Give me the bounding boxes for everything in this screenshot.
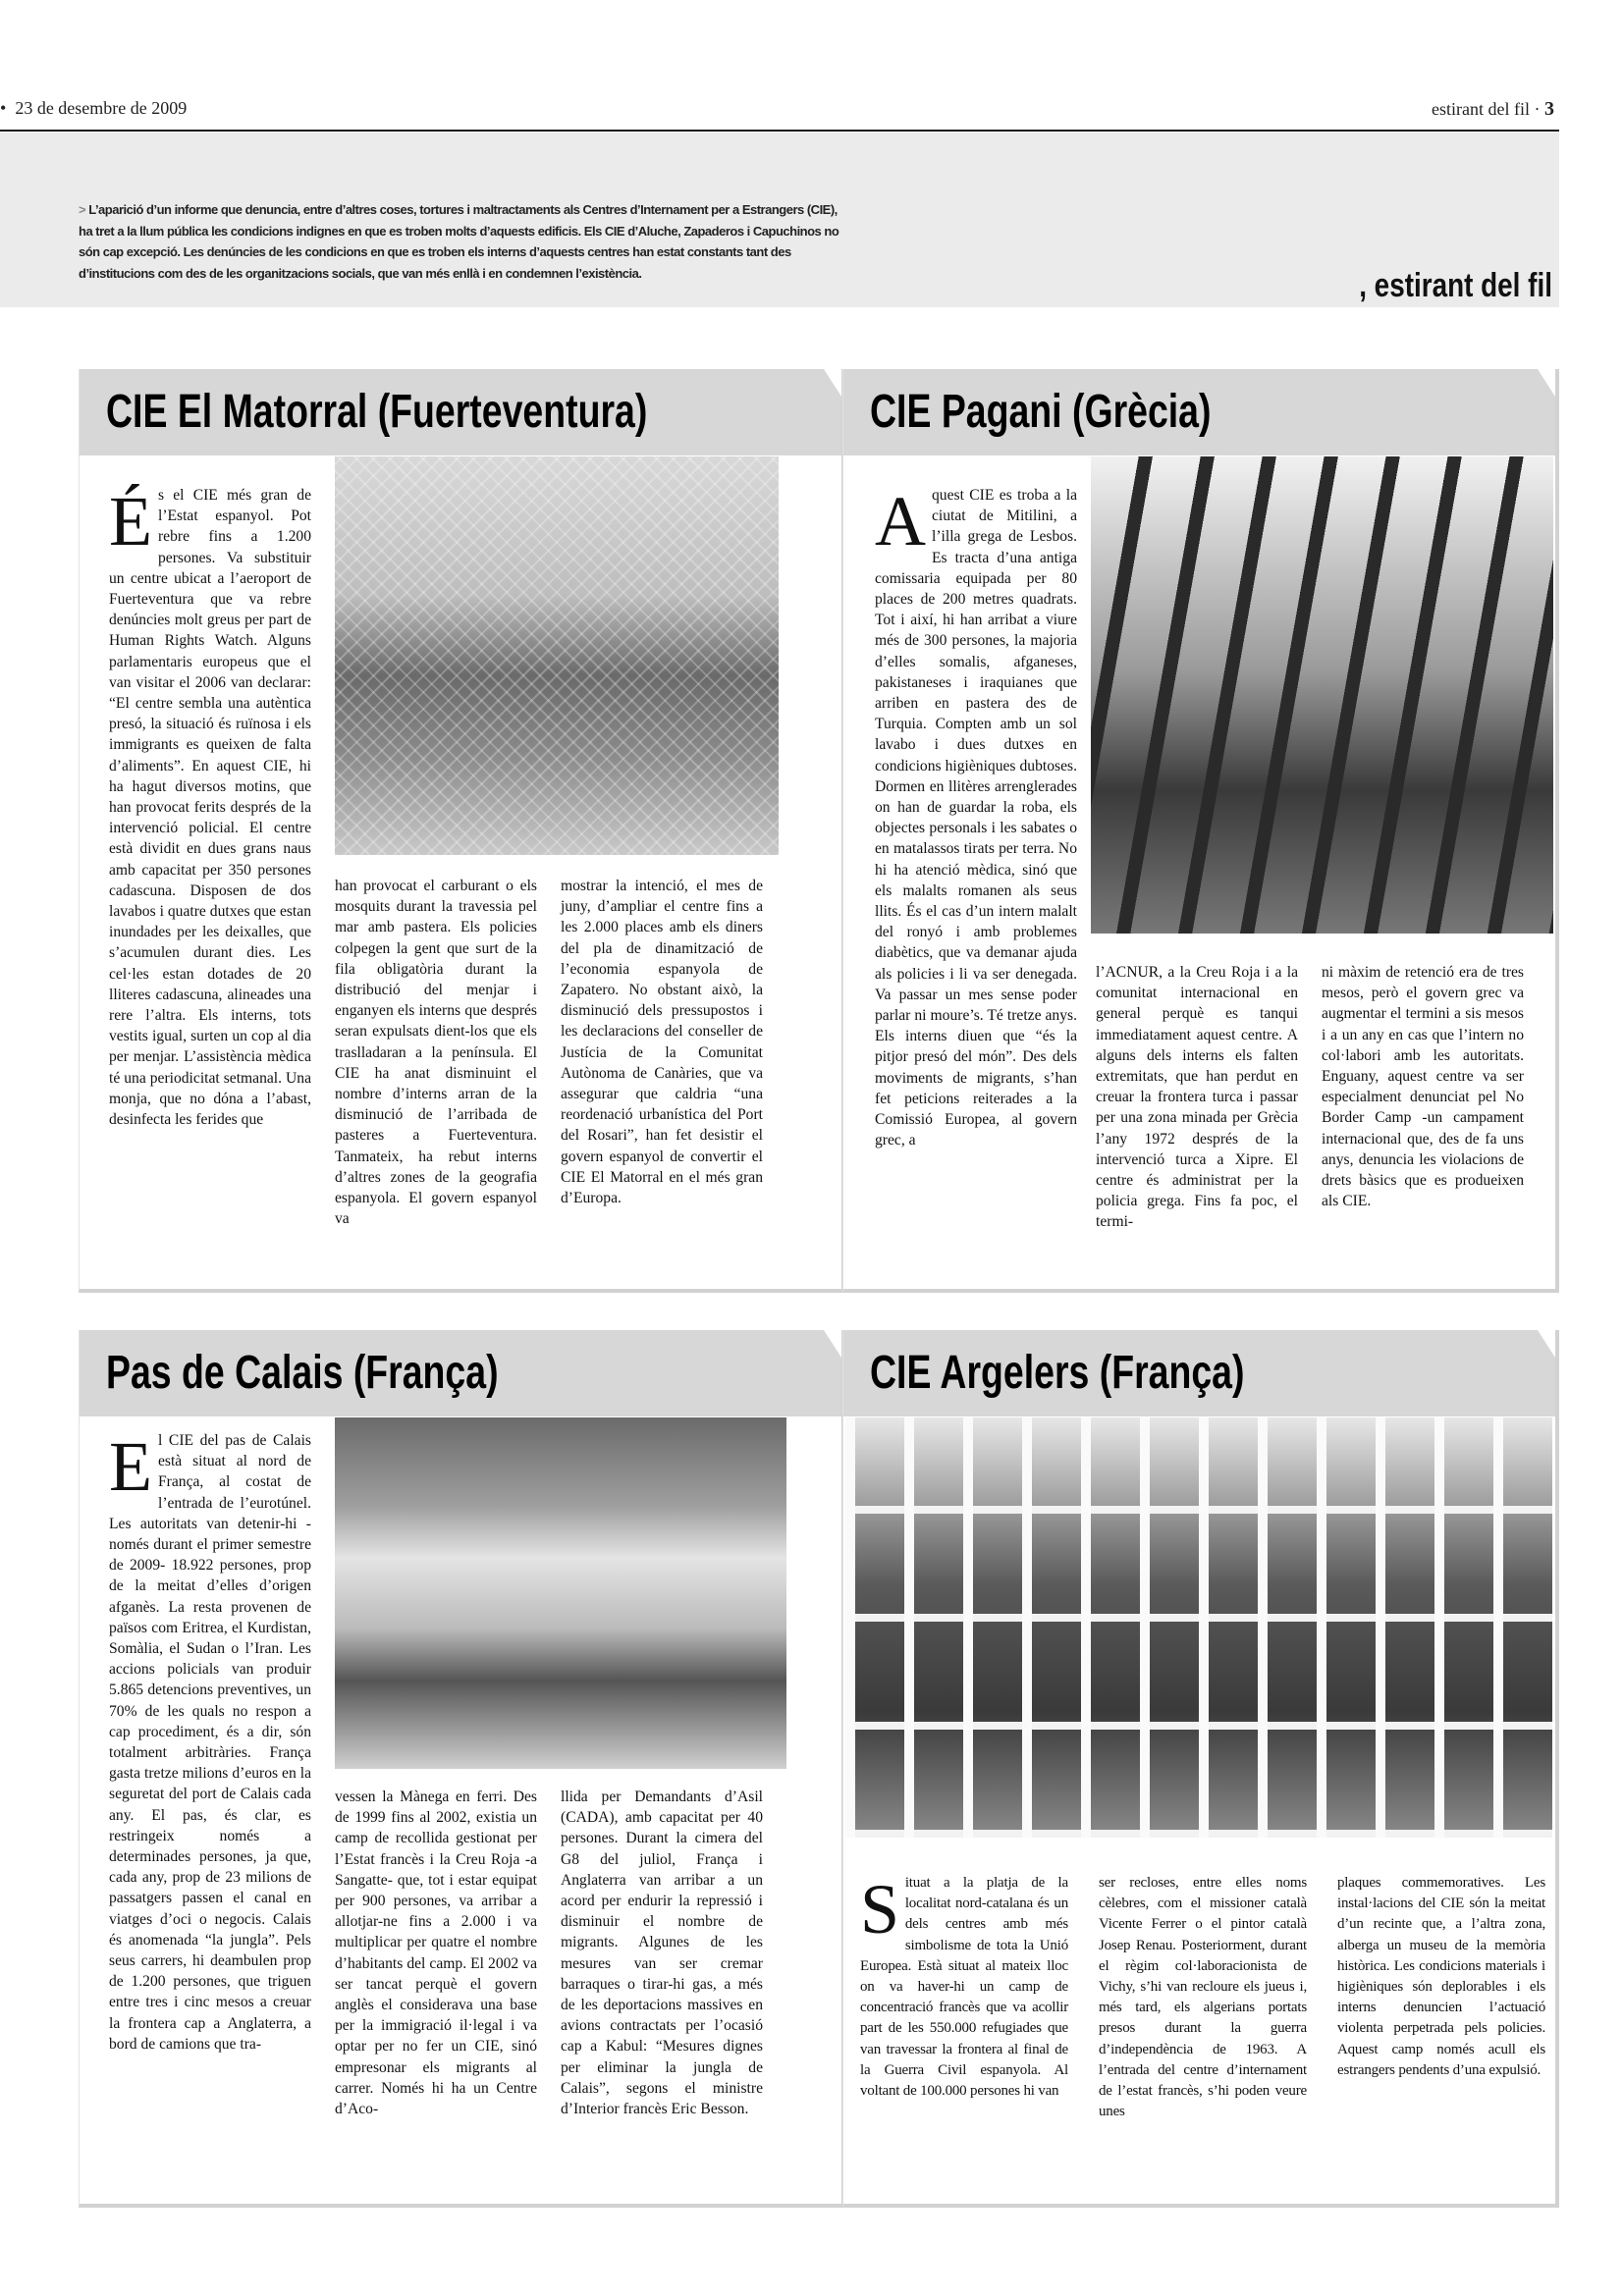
- article-argelers: [842, 1330, 1559, 2208]
- section-kicker: , estirant del fil: [1359, 267, 1552, 304]
- intro-text: [79, 199, 849, 284]
- page-number: 3: [1544, 98, 1554, 120]
- article-column-2: l’ACNUR, a la Creu Roja i a la comunitat internacional en general perquè es tanqui immediatament aquest centre. A alguns dels interns els falten extremitats, que han perdut en creuar la frontera turca i passar per una zona minada per Grècia l’any 1972 després de la intervenció turca a Xipre. El centre és administrat per la policia grega. Fins fa poc, el termi-: [1096, 964, 1298, 1231]
- column-text: s el CIE més gran de l’Estat espanyol. Pot rebre fins a 1.200 persones. Va substituir un centre ubicat a l’aeroport de Fuerteventura que va rebre denúncies molt greus per part de Human Rights Watch. Alguns parlamentaris europeus que el van visitar el 2006 van declarar: “El centre sembla una autèntica presó, la situació és ruïnosa i els immigrants es queixen de falta d’aliments”. En aquest CIE, hi ha hagut diversos motins, que han provocat ferits després de la intervenció policial. El centre està dividit en dues grans naus amb capacitat per 350 persones cadascuna. Disposen de dos lavabos i quatre dutxes que estan inundades per les deixalles, que s’acumulen durant dies. Les cel·les estan dotades de 20 lliteres cadascuna, alineades una rere l’altra. Els interns, tots vestits igual, surten un cop al dia per menjar. L’assistència mèdica té una periodicitat setmanal. Una monja, que no dóna a l’abast, desinfecta les ferides que: [109, 487, 311, 1129]
- article-column-1: [875, 482, 1077, 1151]
- photo-detainees-behind-bars: [1091, 456, 1553, 934]
- article-column-3: plaques commemoratives. Les instal·lacions del CIE són la meitat d’un recinte que, a l’altra zona, alberga un museu de la memòria històrica. Les condicions materials i higièniques són deplorables i els interns denuncien l’actuació violenta perpetrada pels policies. Aquest camp només acull els estrangers pendents d’una expulsió.: [1337, 1875, 1545, 2078]
- article-pagani: [842, 369, 1559, 1293]
- article-column-1: [860, 1870, 1068, 2102]
- column-text: ituat a la platja de la localitat nord-catalana és un dels centres amb més simbolisme de tota la Unió Europea. Està situat al mateix lloc on va haver-hi un camp de concentració francès que va acollir part de les 550.000 refugiades que van travessar la frontera al final de la Guerra Civil espanyola. Al voltant de 100.000 persones hi van: [860, 1875, 1068, 2100]
- page-section: estirant del fil · 3: [1432, 98, 1554, 120]
- article-title: CIE El Matorral (Fuerteventura): [106, 386, 648, 438]
- article-el-matorral: [79, 369, 845, 1293]
- photo-migrants-calais-port: [335, 1417, 786, 1769]
- article-column-3: mostrar la intenció, el mes de juny, d’ampliar el centre fins a les 2.000 places amb els diners del pla de dinamització de l’economia espanyola de Zapatero. No obstant això, la disminució dels pressupostos i les declaracions del conseller de Justícia de la Comunitat Autònoma de Canàries, que va assegurar que caldria “una reordenació urbanística del Port del Rosari”, han fet desistir el govern espanyol de convertir el CIE El Matorral en el més gran d’Europa.: [561, 878, 763, 1207]
- header-rule: [0, 130, 1559, 132]
- drop-cap: É: [109, 482, 152, 561]
- drop-cap: A: [875, 482, 926, 561]
- column-text: quest CIE es troba a la ciutat de Mitilini, a l’illa grega de Lesbos. Es tracta d’una antiga comissaria equipada per 80 places de 200 metres quadrats. Tot i així, hi han arribat a viure més de 300 persones, la majoria d’elles somalis, afganeses, pakistaneses i iraquianes que arriben en pastera des de Turquia. Compten amb un sol lavabo i dues dutxes en condicions higièniques dubtoses. Dormen en llitères arrenglerades on han de guardar la roba, els objectes personals i les sabates o en matalassos tirats per terra. No hi ha atenció mèdica, sinó que els malalts romanen als seus llits. És el cas d’un intern malalt del ronyó i amb problemes diabètics, que va demanar ajuda als policies i li va ser denegada. Va passar un mes sense poder parlar ni moure’s. Té tretze anys. Els interns diuen que “és la pitjor presó del món”. Des dels moviments de migrants, s’han fet peticions reiterades a la Comissió Europea, al govern grec, a: [875, 487, 1077, 1149]
- column-text: l CIE del pas de Calais està situat al nord de França, al costat de l’entrada de l’eurotúnel. Les autoritats van detenir-hi -només durant el primer semestre de 2009- 18.922 persones, prop de la meitat d’elles d’origen afganès. La resta provenen de països com Eritrea, el Kurdistan, Somàlia, el Sudan o l’Iran. Les accions policials van produir 5.865 detencions preventives, un 70% de les quals no respon a cap procediment, és a dir, són totalment arbitràries. França gasta tretze milions d’euros en la seguretat del port de Calais cada any. El pas, és clar, es restringeix només a determinades persones, ja que, cada any, prop de 23 milions de passatgers passen el canal en viatges d’oci o negocis. Calais és anomenada “la jungla”. Pels seus carrers, hi deambulen prop de 1.200 persones, que triguen entre tres i cinc mesos a creuar la frontera cap a Anglaterra, a bord de camions que tra-: [109, 1432, 311, 2053]
- photo-detainees-behind-gate: [845, 1417, 1552, 1838]
- date: 23 de desembre de 2009: [15, 98, 188, 118]
- article-column-2: ser recloses, entre elles noms cèlebres, com el missioner català Vicente Ferrer o el pintor català Josep Renau. Posteriorment, durant el règim col·laboracionista de Vichy, s’hi van recloure els jueus i, més tard, els algerians portats presos durant la guerra d’independència de 1963. A l’entrada del centre d’internament de l’estat francès, s’hi poden veure unes: [1099, 1875, 1307, 2120]
- arrow-icon: >: [79, 202, 86, 217]
- intro-paragraph: L’aparició d’un informe que denuncia, entre d’altres coses, tortures i maltractaments als Centres d’Internament per a Estrangers (CIE), ha tret a la llum pública les condicions indignes en que es troben molts d’aquests edificis. Els CIE d’Aluche, Zapaderos i Capuchinos no són cap excepció. Les denúncies de les condicions en que es troben els interns d’aquests centres han estat constants tant des d’institucions com des de les organitzacions socials, que van més enllà i en condemnen l’existència.: [79, 202, 839, 281]
- article-column-2: han provocat el carburant o els mosquits durant la travessia pel mar amb pastera. Els policies colpegen la gent que surt de la fila obligatòria durant la distribució del menjar i enganyen els interns que després seran expulsats dient-los que els traslladaran a la península. El CIE ha anat disminuint el nombre d’interns arran de la disminució de l’arribada de pasteres a Fuerteventura. Tanmateix, ha rebut interns d’altres zones de la geografia espanyola. El govern espanyol va: [335, 878, 537, 1228]
- drop-cap: E: [109, 1427, 152, 1506]
- photo-detainees-behind-fence: [335, 456, 779, 855]
- article-column-1: [109, 482, 311, 1130]
- article-column-3: ni màxim de retenció era de tres mesos, però el govern grec va augmentar el termini a sis mesos i a un any en cas que l’intern no col·labori amb les autoritats. Enguany, aquest centre va ser especialment denunciat pel No Border Camp -un campament internacional que, des de fa uns anys, denuncia les violacions de drets bàsics que es produeixen als CIE.: [1322, 964, 1524, 1210]
- section-name: estirant del fil: [1432, 99, 1530, 119]
- page-date: [0, 98, 187, 119]
- article-column-1: [109, 1427, 311, 2055]
- drop-cap: S: [860, 1870, 899, 1949]
- article-title: CIE Pagani (Grècia): [870, 386, 1212, 438]
- article-pas-de-calais: [79, 1330, 845, 2208]
- bullet: •: [0, 98, 7, 118]
- article-column-3: llida per Demandants d’Asil (CADA), amb capacitat per 40 persones. Durant la cimera del G8 del juliol, França i Anglaterra van arribar a un acord per endurir la repressió i disminuir el nombre de migrants. Algunes de les mesures van ser cremar barraques o tirar-hi gas, a més de les deportacions massives en avions contractats per l’ocasió cap a Kabul: “Mesures dignes per eliminar la jungla de Calais”, segons el ministre d’Interior francès Eric Besson.: [561, 1789, 763, 2118]
- article-title: CIE Argelers (França): [870, 1347, 1245, 1399]
- article-title: Pas de Calais (França): [106, 1347, 499, 1399]
- article-column-2: vessen la Mànega en ferri. Des de 1999 fins al 2002, existia un camp de recollida gestionat per l’Estat francès i la Creu Roja -a Sangatte- que, tot i estar equipat per 900 persones, va arribar a allotjar-ne fins a 2.000 i va multiplicar per quatre el nombre d’habitants del camp. El 2002 va ser tancat perquè el govern anglès el considerava una base per la immigració il·legal i va optar per no fer un CIE, sinó empresonar els migrants al carrer. Només hi ha un Centre d’Aco-: [335, 1789, 537, 2118]
